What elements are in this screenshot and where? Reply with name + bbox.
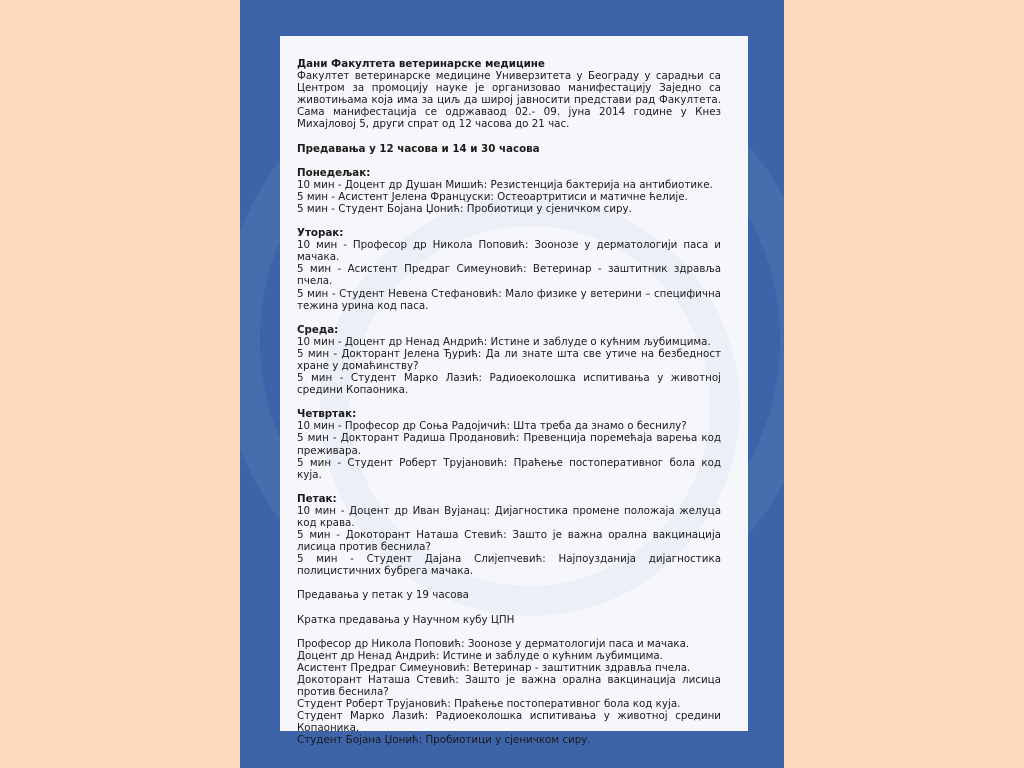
lecture-item: 5 мин - Асистент Предраг Симеуновић: Ветеринар - заштитник здравља пчела. bbox=[297, 263, 721, 288]
friday-evening-note: Предавања у петак у 19 часова bbox=[297, 589, 469, 602]
lecture-item: 5 мин - Докторант Радиша Продановић: Превенција поремећаја варења код преживара. bbox=[297, 432, 721, 457]
lecture-item: 10 мин - Доцент др Душан Мишић: Резистенција бактерија на антибиотике. bbox=[297, 178, 713, 191]
short-lecture-item: Доцент др Ненад Андрић: Истине и заблуде о кућним љубимцима. bbox=[297, 649, 663, 662]
short-lecture-item: Асистент Предраг Симеуновић: Ветеринар - заштитник здравља пчела. bbox=[297, 661, 691, 674]
lecture-item: 5 мин - Студент Дајана Слијепчевић: Најпоузданија дијагностика полицистичних бубрега мачака. bbox=[297, 553, 721, 578]
document-content bbox=[297, 58, 721, 747]
document-page bbox=[280, 36, 748, 747]
lectures-heading: Предавања у 12 часова и 14 и 30 часова bbox=[297, 142, 540, 155]
day-tuesday bbox=[297, 227, 721, 312]
lecture-item: 5 мин - Студент Роберт Трујановић: Праћење постоперативног бола код куја. bbox=[297, 456, 721, 481]
day-wednesday bbox=[297, 324, 721, 397]
lecture-item: 10 мин - Доцент др Иван Вујанац: Дијагностика промене положаја желуца код крава. bbox=[297, 504, 721, 529]
day-title: Четвртак: bbox=[297, 408, 357, 421]
lecture-item: 5 мин - Докоторант Наташа Стевић: Зашто је важна орална вакцинација лисица против беснила? bbox=[297, 529, 721, 554]
lecture-item: 5 мин - Студент Марко Лазић: Радиоеколошка испитивања у животној средини Копаоника. bbox=[297, 372, 721, 397]
lecture-item: 5 мин - Студент Бојана Џонић: Пробиотици у сјеничком сиру. bbox=[297, 202, 632, 215]
short-lecture-item: Студент Бојана Џонић: Пробиотици у сјеничком сиру. bbox=[297, 734, 591, 747]
short-lecture-item: Докоторант Наташа Стевић: Зашто је важна орална вакцинација лисица против беснила? bbox=[297, 673, 721, 699]
day-friday bbox=[297, 493, 721, 578]
short-lecture-item: Професор др Никола Поповић: Зоонозе у дерматологији паса и мачака. bbox=[297, 637, 690, 650]
day-thursday bbox=[297, 408, 721, 481]
lecture-item: 5 мин - Асистент Јелена Француски: Остеоартритиси и матичне ћелије. bbox=[297, 190, 688, 203]
lecture-item: 10 мин - Професор др Никола Поповић: Зоонозе у дерматологији паса и мачака. bbox=[297, 239, 721, 264]
day-title: Среда: bbox=[297, 323, 339, 336]
short-lectures-list bbox=[297, 638, 721, 747]
lecture-item: 5 мин - Студент Невена Стефановић: Мало физике у ветерини – специфична тежина урина код паса. bbox=[297, 287, 721, 312]
document-title: Дани Факултета ветеринарске медицине bbox=[297, 58, 545, 70]
day-title: Понедељак: bbox=[297, 166, 371, 179]
short-lecture-item: Студент Роберт Трујановић: Праћење постоперативног бола код куја. bbox=[297, 698, 681, 711]
short-lectures-heading: Кратка предавања у Научном кубу ЦПН bbox=[297, 613, 515, 626]
day-title: Уторак: bbox=[297, 227, 344, 240]
short-lecture-item: Студент Марко Лазић: Радиоеколошка испитивања у животној средини Копаоника. bbox=[297, 710, 721, 735]
lecture-item: 10 мин - Доцент др Ненад Андрић: Истине и заблуде о кућним љубимцима. bbox=[297, 335, 711, 348]
lecture-item: 10 мин - Професор др Соња Радојичић: Шта треба да знамо о беснилу? bbox=[297, 420, 687, 433]
day-monday bbox=[297, 167, 721, 215]
intro-paragraph: Факултет ветеринарске медицине Универзитета у Београду у сарадњи са Центром за промоцију науке је организовао манифестацију Заједно са животињама која има за циљ да широј јавносити представи рад Факултета. Сама манифестација се одржаваод 02.- 09. јуна 2014 године у Кнез Михаjловој 5, други спрат од 12 часова до 21 час. bbox=[297, 70, 721, 131]
lecture-item: 5 мин - Докторант Јелена Ђурић: Да ли знате шта све утиче на безбедност хране у домаћинству? bbox=[297, 347, 721, 372]
day-title: Петак: bbox=[297, 492, 337, 505]
